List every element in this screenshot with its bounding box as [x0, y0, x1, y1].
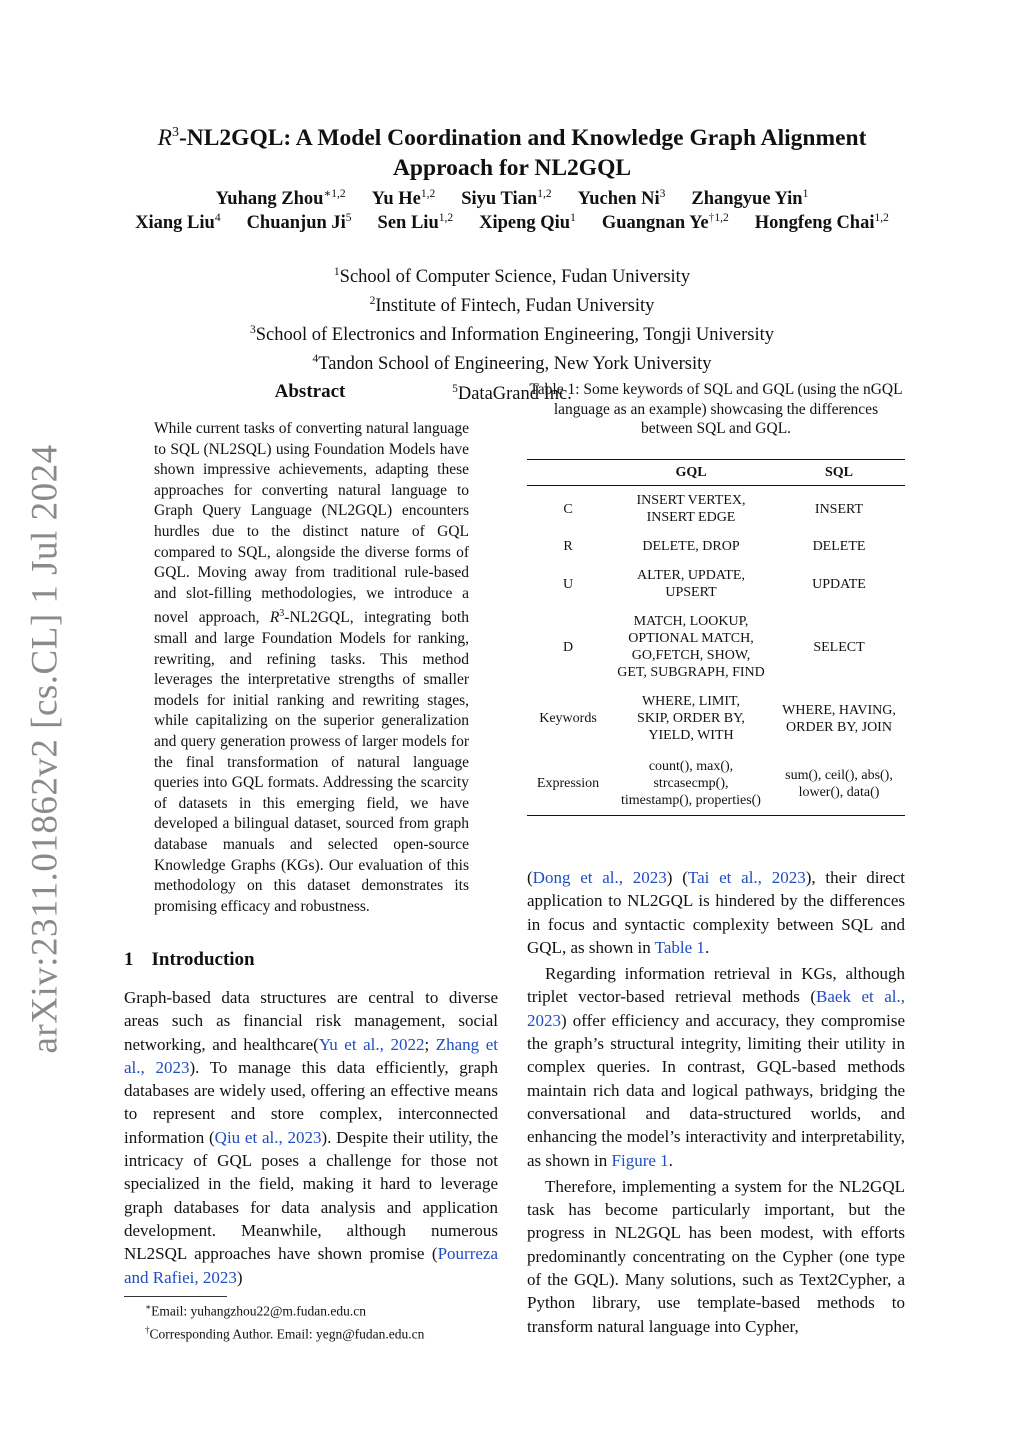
- citation-link[interactable]: Baek et al., 2023: [527, 987, 906, 1030]
- table-cell-label: Expression: [536, 776, 600, 791]
- author-affil-sup: 1,2: [874, 212, 889, 224]
- table-header-sql: SQL: [773, 460, 905, 486]
- table-header-gql: GQL: [609, 460, 773, 486]
- arxiv-identifier: arXiv:2311.01862v2 [cs.CL] 1 Jul 2024: [24, 444, 66, 1054]
- table-cell-gql: count(), max(), strcasecmp(), timestamp(), properties(): [621, 759, 761, 808]
- title-line2: Approach for NL2GQL: [392, 154, 632, 181]
- table-header-row: [527, 460, 905, 486]
- table-row: [527, 607, 905, 687]
- citation-link[interactable]: Tai et al., 2023: [687, 868, 806, 887]
- table-cell-gql: ALTER, UPDATE, UPSERT: [637, 568, 745, 600]
- affiliation-line: $^2$Institute of Fintech, Fudan University: [369, 295, 655, 317]
- table-row: [527, 687, 905, 752]
- table-caption: Table 1: Some keywords of SQL and GQL (using the nGQL language as an example) showcasing the differences between SQL and GQL.: [529, 381, 903, 437]
- paragraph: Regarding information retrieval in KGs, although triplet vector-based retrieval methods (Baek et al., 2023) offer efficiency and accuracy, they compromise the graph’s structural integrity, limiting their utility in complex queries. In contrast, GQL-based methods maintain rich data and logical pathways, bridging the conversational and data-structured worlds, and enhancing the model’s interactivity and interpretability, as shown in Figure 1.: [527, 964, 906, 1170]
- title-math-sup: 3: [171, 125, 179, 140]
- introduction-body: Graph-based data structures are central to diverse areas such as financial risk management, social networking, and healthcare(Yu et al., 2022; Zhang et al., 2023). To manage this data efficiently, graph databases are widely used, offering an effective means to represent and store complex, interconnected information (Qiu et al., 2023). Despite their utility, the intricacy of GQL poses a challenge for those not specialized in the field, making it hard to leverage graph databases for data analysis and application development. Meanwhile, although numerous NL2SQL approaches have shown promise (Pourreza and Rafiei, 2023): [124, 988, 498, 1287]
- authors-row-1: [60, 186, 964, 210]
- affiliation-line: $^3$School of Electronics and Information Engineering, Tongji University: [249, 324, 775, 346]
- author-name: Xiang Liu$^4$: [135, 212, 221, 234]
- author-mark: ∗: [323, 188, 332, 200]
- authors-row-2: [60, 212, 964, 234]
- author-name: Siyu Tian$^{1,2}$: [461, 188, 552, 210]
- author-name: Chuanjun Ji$^5$: [246, 212, 352, 234]
- table-header-blank: [527, 460, 609, 486]
- abstract-heading: Abstract: [274, 381, 346, 402]
- author-affil-sup: 4: [214, 212, 221, 224]
- right-column-body: [527, 866, 905, 1338]
- figure-ref-link[interactable]: Figure 1: [611, 1150, 669, 1170]
- author-affil-sup: 1: [570, 212, 576, 224]
- author-affil-sup: 1,2: [420, 188, 436, 200]
- citation-link[interactable]: Dong et al., 2023: [532, 868, 667, 887]
- table-cell-label: Keywords: [539, 711, 597, 726]
- table-cell-gql: INSERT VERTEX, INSERT EDGE: [636, 493, 746, 525]
- table-cell-sql: INSERT: [814, 501, 864, 517]
- paragraph: Therefore, implementing a system for the NL2GQL task has become particularly important, but the progress in NL2GQL has been modest, with efforts predominantly concentrating on the Cypher (one type of the GQL). Many solutions, such as Text2Cypher, a Python library, use template-based methods to transform natural language into Cypher,: [527, 1176, 905, 1336]
- author-affil-sup: 3: [659, 188, 666, 200]
- table-cell-gql: WHERE, LIMIT, SKIP, ORDER BY, YIELD, WITH: [637, 694, 745, 743]
- author-name: Guangnan Ye$^{\dagger 1,2}$: [601, 212, 729, 234]
- citation-link[interactable]: Pourreza and Rafiei, 2023: [124, 1244, 498, 1287]
- author-name: Zhangyue Yin$^1$: [691, 188, 809, 210]
- citation-link[interactable]: Qiu et al., 2023: [214, 1127, 322, 1147]
- section-heading-introduction: 1 Introduction: [124, 949, 255, 970]
- footnote-rule: [124, 1296, 227, 1297]
- citation-link[interactable]: Yu et al., 2022: [318, 1034, 425, 1054]
- table-cell-label: C: [563, 501, 573, 517]
- table-cell-label: D: [562, 639, 574, 655]
- table-cell-sql: DELETE: [812, 539, 866, 554]
- table-cell-sql: sum(), ceil(), abs(), lower(), data(): [785, 767, 893, 800]
- table-ref-link[interactable]: Table 1: [654, 937, 705, 957]
- table-cell-gql: DELETE, DROP: [642, 539, 740, 554]
- table-cell-sql: WHERE, HAVING, ORDER BY, JOIN: [782, 702, 896, 735]
- table-row: [527, 532, 905, 561]
- author-name: Sen Liu$^{1,2}$: [377, 212, 454, 234]
- paragraph: (Dong et al., 2023) (Tai et al., 2023), their direct application to NL2GQL is hindered by the differences in focus and syntactic complexity between SQL and GQL, as shown in Table 1.: [527, 868, 905, 957]
- table-cell-sql: SELECT: [813, 639, 865, 655]
- table-row: [527, 486, 905, 533]
- author-name: Xipeng Qiu$^1$: [479, 212, 576, 234]
- title-math-r: R: [157, 124, 172, 151]
- author-affil-sup: 1,2: [438, 212, 454, 224]
- author-affil-sup: 1,2: [537, 188, 552, 200]
- paper-title: [80, 118, 944, 183]
- author-name: Yuhang Zhou$^{∗1,2}$: [215, 188, 346, 210]
- table-cell-sql: UPDATE: [812, 576, 866, 592]
- table-cell-label: U: [562, 576, 574, 592]
- table-cell-gql: MATCH, LOOKUP, OPTIONAL MATCH, GO,FETCH, SHOW, GET, SUBGRAPH, FIND: [617, 614, 765, 680]
- author-name: Yu He$^{1,2}$: [371, 188, 436, 210]
- author-mark: †: [708, 212, 715, 224]
- author-name: Yuchen Ni$^3$: [577, 188, 666, 210]
- table-row: [527, 561, 905, 607]
- title-line1: -NL2GQL: A Model Coordination and Knowledge Graph Alignment: [178, 124, 867, 151]
- affiliation-line: $^1$School of Computer Science, Fudan University: [333, 266, 691, 288]
- footnote: †Corresponding Author. Email: yegn@fudan.edu.cn: [145, 1324, 425, 1341]
- author-affil-sup: 5: [345, 212, 352, 224]
- keyword-table: [527, 459, 905, 816]
- author-name: Hongfeng Chai$^{1,2}$: [754, 212, 889, 234]
- affiliation-line: $^4$Tandon School of Engineering, New York University: [312, 353, 712, 375]
- citation-link[interactable]: Zhang et al., 2023: [124, 1034, 498, 1077]
- footnotes: [145, 1298, 424, 1343]
- author-affil-sup: 1: [802, 188, 809, 200]
- author-affil-sup: 1,2: [714, 212, 729, 224]
- abstract-body: While current tasks of converting natural language to SQL (NL2SQL) using Foundation Models have shown impressive achievements, adapting these approaches for converting natural language to Graph Query Language (NL2GQL) encounters hurdles due to the distinct nature of GQL compared to SQL, alongside the diverse forms of GQL. Moving away from traditional rule-based and slot-filling methodologies, we introduce a novel approach, $R^3-NL2GQL$, integrating both small and large Foundation Models for ranking, rewriting, and refining tasks. This method leverages the interpretative strengths of smaller models for initial ranking and rewriting stages, while capitalizing on the superior generalization and query generation prowess of larger models for the final transformation of natural language queries into GQL formats. Addressing the scarcity of datasets in this emerging field, we have developed a bilingual dataset, sourced from graph database manuals and selected open-source Knowledge Graphs (KGs). Our evaluation of this methodology on this dataset demonstrates its promising efficacy and robustness.: [154, 420, 469, 915]
- table-cell-label: R: [563, 539, 573, 554]
- table-row: [527, 752, 905, 815]
- footnote: ∗Email: yuhangzhou22@m.fudan.edu.cn: [145, 1302, 367, 1319]
- author-affil-sup: 1,2: [331, 188, 346, 200]
- affiliation-line: $^5$DataGrand Inc.: [452, 382, 572, 404]
